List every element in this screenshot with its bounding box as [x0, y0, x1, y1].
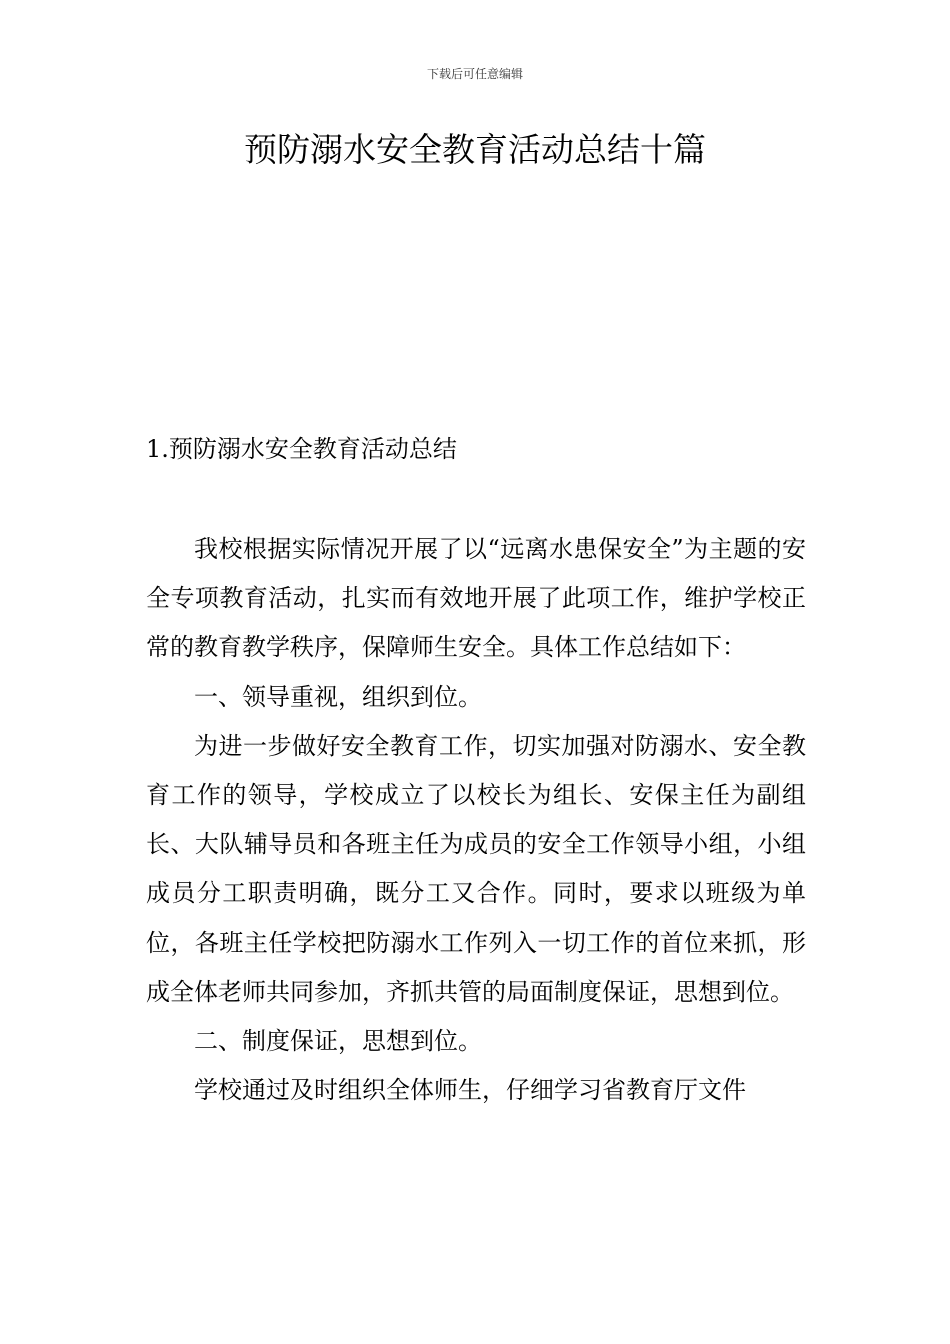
- paragraph-leadership: 为进一步做好安全教育工作，切实加强对防溺水、安全教育工作的领导，学校成立了以校长为组长、安保主任为副组长、大队辅导员和各班主任为成员的安全工作领导小组，小组成员分工职责明确，既分工又合作。同时，要求以班级为单位，各班主任学校把防溺水工作列入一切工作的首位来抓，形成全体老师共同参加，齐抓共管的局面制度保证，思想到位。: [146, 731, 806, 1006]
- paragraph-heading-2: 二、制度保证，思想到位。: [194, 1027, 482, 1056]
- paragraph-study: 学校通过及时组织全体师生，仔细学习省教育厅文件: [194, 1076, 746, 1105]
- paragraph-heading-1: 一、领导重视，组织到位。: [194, 682, 482, 711]
- section-title: 1.预防溺水安全教育活动总结: [146, 435, 457, 463]
- header-note: 下载后可任意编辑: [426, 67, 523, 81]
- document-title: 预防溺水安全教育活动总结十篇: [244, 130, 706, 169]
- body-text: [146, 525, 806, 1115]
- paragraph-intro: 我校根据实际情况开展了以“远离水患保安全”为主题的安全专项教育活动，扎实而有效地开展了此项工作，维护学校正常的教育教学秩序，保障师生安全。具体工作总结如下：: [146, 535, 806, 662]
